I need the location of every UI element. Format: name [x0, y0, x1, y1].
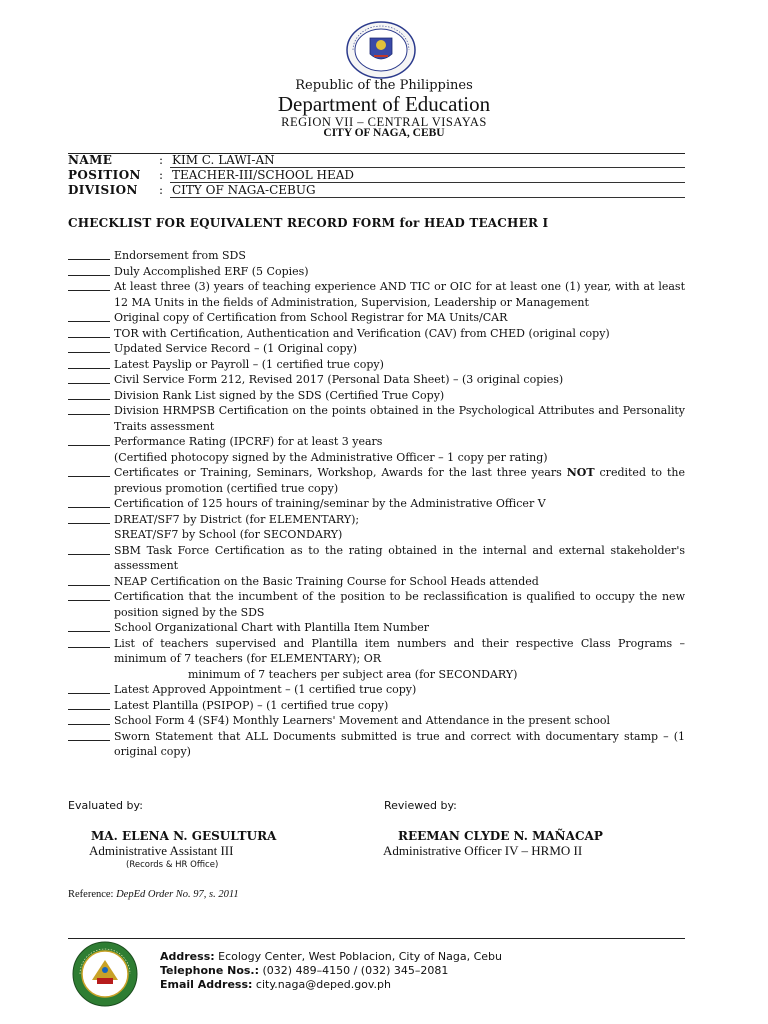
- evaluator-name: MA. ELENA N. GESULTURA: [91, 829, 277, 843]
- checkbox-blank[interactable]: [68, 589, 110, 601]
- info-label: DIVISION: [68, 183, 138, 197]
- info-value: TEACHER-III/SCHOOL HEAD: [172, 168, 355, 182]
- footer-phone: [160, 964, 502, 978]
- checklist-item: [68, 574, 685, 590]
- checklist-item: [68, 357, 685, 373]
- item-text: School Form 4 (SF4) Monthly Learners' Movement and Attendance in the present school: [114, 714, 610, 727]
- reviewer-position: Administrative Officer IV – HRMO II: [383, 843, 583, 858]
- checklist-item: [68, 465, 685, 496]
- checklist-item: [68, 341, 685, 357]
- footer-address: [160, 950, 502, 964]
- checklist-item: [68, 729, 685, 760]
- reference-line: [68, 889, 239, 900]
- checkbox-blank[interactable]: [68, 698, 110, 710]
- checkbox-blank[interactable]: [68, 310, 110, 322]
- item-text: Duly Accomplished ERF (5 Copies): [114, 264, 309, 278]
- checklist-item: [68, 388, 685, 404]
- footer-rule: [68, 938, 685, 939]
- checkbox-blank[interactable]: [68, 543, 110, 555]
- checkbox-blank[interactable]: [68, 403, 110, 415]
- checklist: [68, 248, 685, 760]
- checklist-item: [68, 264, 685, 280]
- checklist-item: [68, 636, 685, 683]
- info-colon: :: [159, 183, 164, 197]
- item-text: Latest Plantilla (PSIPOP) – (1 certified true copy): [114, 698, 389, 712]
- item-text: Endorsement from SDS: [114, 249, 246, 262]
- checkbox-blank[interactable]: [68, 512, 110, 524]
- checkbox-blank[interactable]: [68, 465, 110, 477]
- reviewed-by-label: Reviewed by:: [384, 799, 457, 812]
- item-text: Division HRMPSB Certification on the points obtained in the Psychological Attributes and Personality Traits assessment: [114, 404, 685, 433]
- evaluator-office: (Records & HR Office): [126, 860, 219, 870]
- checkbox-blank[interactable]: [68, 682, 110, 694]
- item-subtext: minimum of 7 teachers per subject area (for SECONDARY): [188, 667, 518, 681]
- checklist-item: [68, 698, 685, 714]
- checklist-item: [68, 310, 685, 326]
- phone-label: Telephone Nos.:: [160, 964, 260, 977]
- item-text: Division Rank List signed by the SDS (Certified True Copy): [114, 388, 445, 402]
- checklist-item: [68, 403, 685, 434]
- republic-heading: Republic of the Philippines: [295, 78, 473, 93]
- info-label: POSITION: [68, 168, 141, 182]
- deped-seal-icon: [345, 20, 417, 80]
- item-text: TOR with Certification, Authentication and Verification (CAV) from CHED (original copy): [114, 326, 610, 340]
- info-colon: :: [159, 168, 164, 182]
- checklist-item: [68, 496, 685, 512]
- checkbox-blank[interactable]: [68, 248, 110, 260]
- item-text: At least three (3) years of teaching experience AND TIC or OIC for at least one (1) year, with at least 12 MA Units in the fields of Administration, Supervision, Leadership or Management: [114, 280, 685, 309]
- checkbox-blank[interactable]: [68, 620, 110, 632]
- reviewer-name: REEMAN CLYDE N. MAÑACAP: [398, 829, 603, 843]
- info-label: NAME: [68, 153, 113, 167]
- info-row-position: [68, 168, 685, 183]
- checklist-title: CHECKLIST FOR EQUIVALENT RECORD FORM for HEAD TEACHER I: [68, 216, 549, 230]
- info-colon: :: [159, 153, 164, 167]
- item-text: Civil Service Form 212, Revised 2017 (Personal Data Sheet) – (3 original copies): [114, 373, 564, 386]
- checkbox-blank[interactable]: [68, 713, 110, 725]
- item-text: SBM Task Force Certification as to the rating obtained in the internal and external stakeholder's assessment: [114, 543, 685, 572]
- info-value: CITY OF NAGA-CEBUG: [172, 183, 316, 197]
- item-text: credited to the previous promotion (certified true copy): [114, 466, 685, 495]
- evaluated-by-label: Evaluated by:: [68, 799, 143, 812]
- checkbox-blank[interactable]: [68, 636, 110, 648]
- footer-email: [160, 978, 502, 992]
- checklist-item: [68, 434, 685, 465]
- email-value[interactable]: city.naga@deped.gov.ph: [252, 978, 392, 991]
- item-text: Latest Payslip or Payroll – (1 certified true copy): [114, 357, 384, 371]
- item-subtext: (Certified photocopy signed by the Administrative Officer – 1 copy per rating): [114, 450, 548, 464]
- checklist-item: [68, 543, 685, 574]
- checkbox-blank[interactable]: [68, 357, 110, 369]
- reference-label: Reference:: [68, 889, 114, 900]
- item-text-emphasis: NOT: [566, 466, 595, 479]
- reference-value: DepEd Order No. 97, s. 2011: [116, 889, 239, 900]
- info-row-division: [68, 183, 685, 198]
- item-text: Certificates or Training, Seminars, Workshop, Awards for the last three years: [114, 466, 567, 479]
- item-text: Performance Rating (IPCRF) for at least 3 years: [114, 435, 383, 448]
- checkbox-blank[interactable]: [68, 434, 110, 446]
- item-text: Certification of 125 hours of training/seminar by the Administrative Officer V: [114, 497, 546, 510]
- item-text: Updated Service Record – (1 Original copy): [114, 342, 358, 355]
- evaluator-position: Administrative Assistant III: [89, 843, 234, 858]
- checklist-item: [68, 620, 685, 636]
- checkbox-blank[interactable]: [68, 372, 110, 384]
- checklist-item: [68, 326, 685, 342]
- checkbox-blank[interactable]: [68, 574, 110, 586]
- region-heading: REGION VII – CENTRAL VISAYAS: [281, 115, 487, 129]
- city-heading: CITY OF NAGA, CEBU: [323, 127, 445, 139]
- checkbox-blank[interactable]: [68, 326, 110, 338]
- employee-info: [68, 153, 685, 198]
- checklist-item: [68, 682, 685, 698]
- checklist-item: [68, 512, 685, 543]
- address-label: Address:: [160, 950, 215, 963]
- email-label: Email Address:: [160, 978, 253, 991]
- checklist-item: [68, 372, 685, 388]
- checkbox-blank[interactable]: [68, 496, 110, 508]
- phone-value: (032) 489–4150 / (032) 345–2081: [259, 964, 449, 977]
- checkbox-blank[interactable]: [68, 341, 110, 353]
- item-text: Latest Approved Appointment – (1 certified true copy): [114, 683, 417, 696]
- item-text: List of teachers supervised and Plantilla item numbers and their respective Class Programs – minimum of 7 teachers (for ELEMENTARY); OR: [114, 636, 685, 665]
- checkbox-blank[interactable]: [68, 388, 110, 400]
- item-subtext: SREAT/SF7 by School (for SECONDARY): [114, 528, 343, 541]
- checklist-item: [68, 279, 685, 310]
- info-value: KIM C. LAWI-AN: [172, 153, 275, 167]
- checklist-item: [68, 248, 685, 264]
- department-heading: Department of Education: [277, 92, 491, 116]
- address-value: Ecology Center, West Poblacion, City of Naga, Cebu: [214, 950, 502, 963]
- item-text: Original copy of Certification from School Registrar for MA Units/CAR: [114, 311, 508, 324]
- info-underline: [170, 197, 685, 198]
- checklist-item: [68, 589, 685, 620]
- item-text: NEAP Certification on the Basic Training Course for School Heads attended: [114, 574, 539, 588]
- item-text: School Organizational Chart with Plantilla Item Number: [114, 621, 430, 634]
- checkbox-blank[interactable]: [68, 729, 110, 741]
- checklist-item: [68, 713, 685, 729]
- item-text: Sworn Statement that ALL Documents submitted is true and correct with documentary stamp – (1 original copy): [114, 729, 685, 758]
- item-text: DREAT/SF7 by District (for ELEMENTARY);: [114, 512, 360, 526]
- item-text: Certification that the incumbent of the position to be reclassification is qualified to occupy the new position signed by the SDS: [114, 590, 685, 619]
- info-row-name: [68, 153, 685, 168]
- checkbox-blank[interactable]: [68, 264, 110, 276]
- division-of-city-schools-naga-logo-icon: [70, 940, 140, 1008]
- checkbox-blank[interactable]: [68, 279, 110, 291]
- footer-contact: [160, 950, 502, 992]
